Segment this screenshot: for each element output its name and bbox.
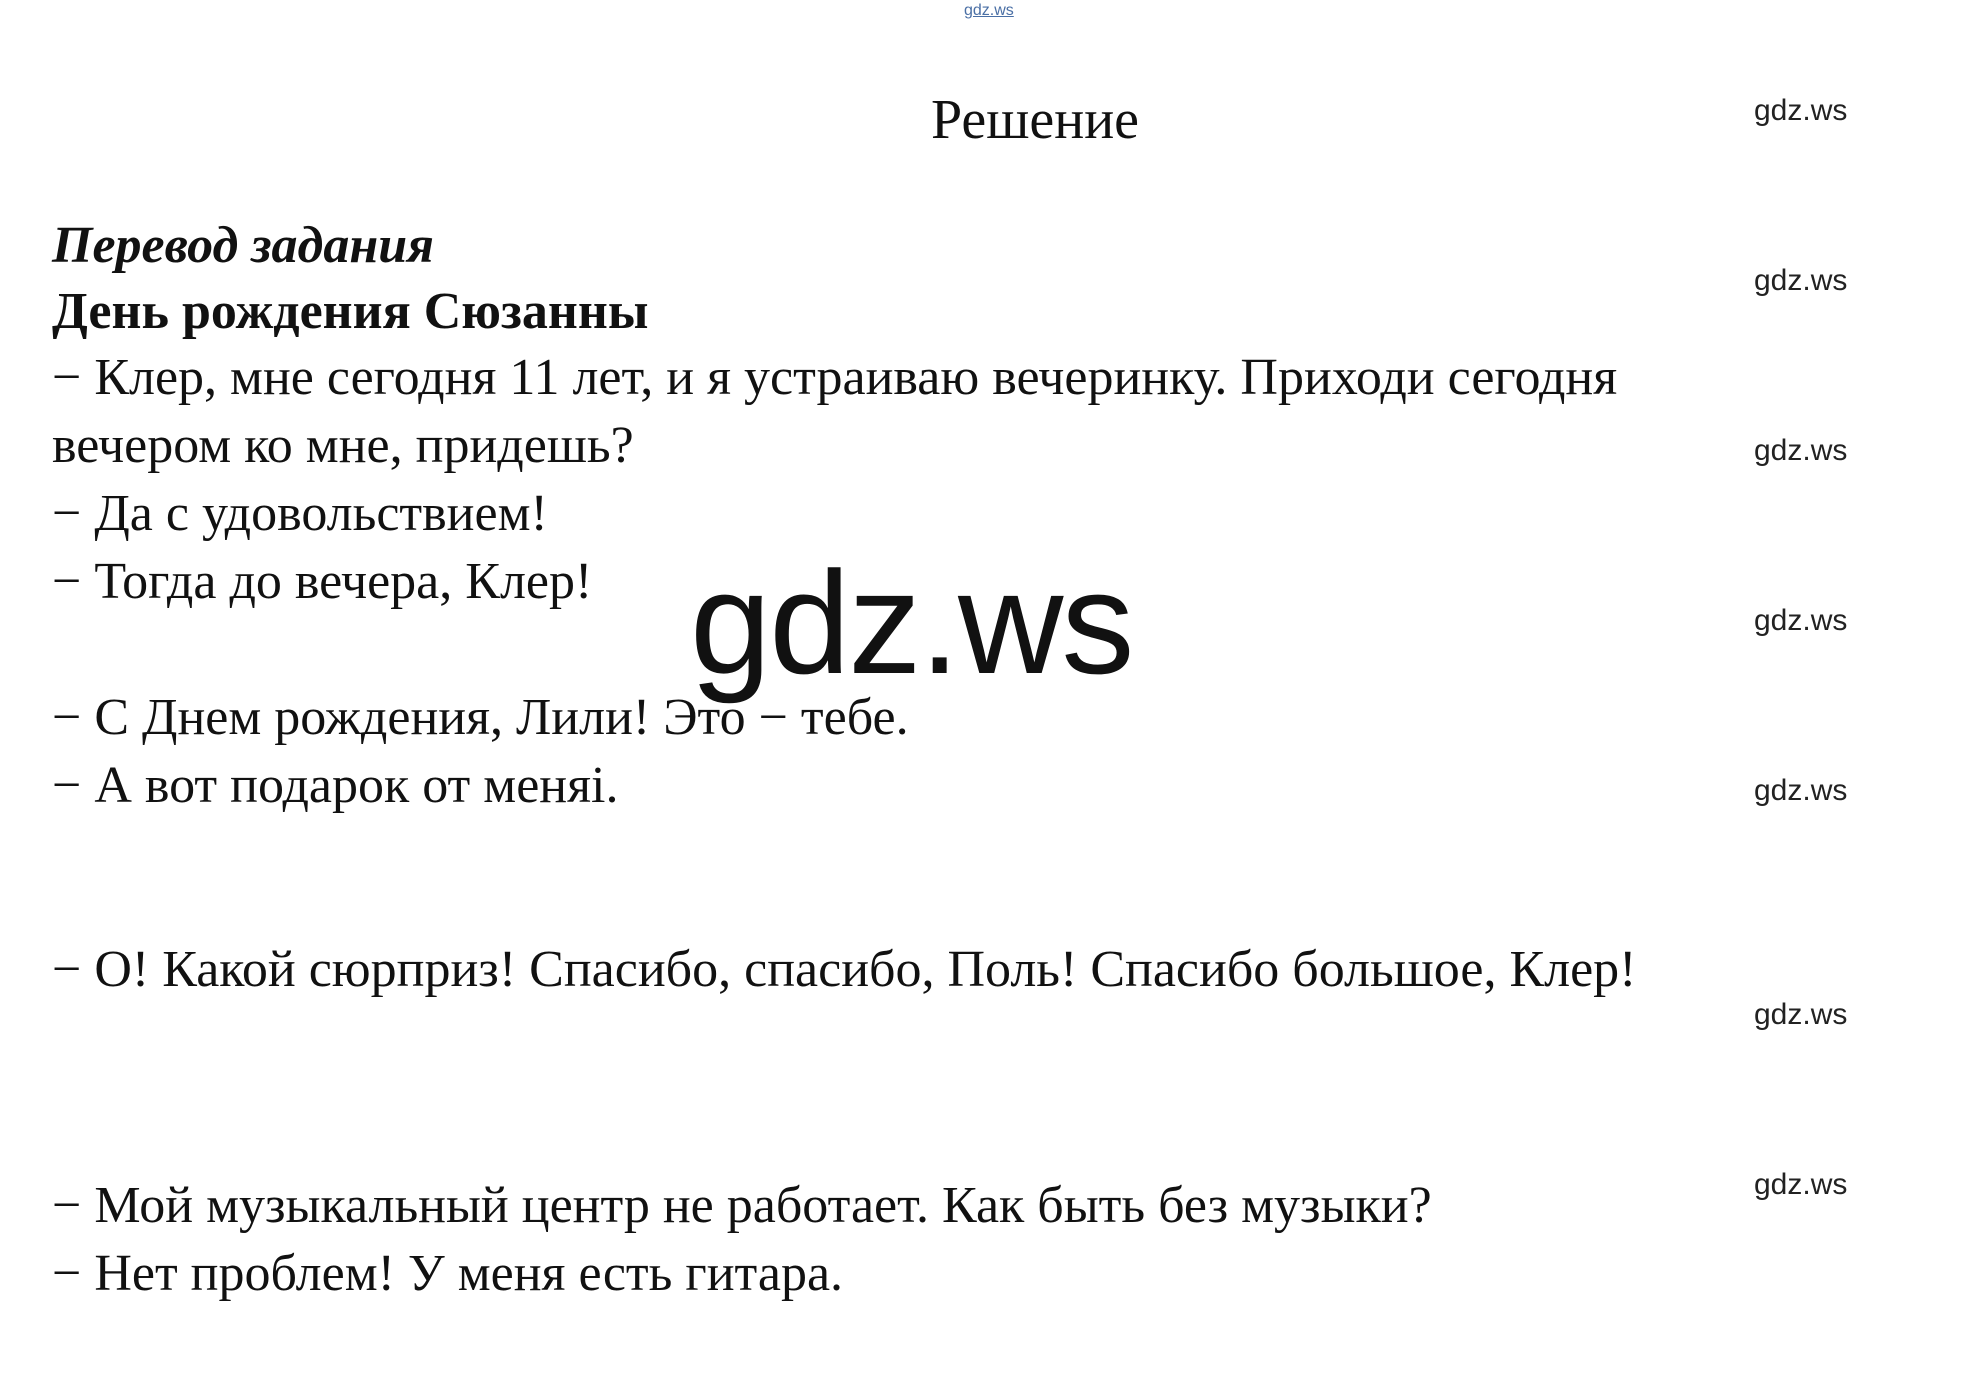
dialogue-line: вечером ко мне, придешь? — [52, 417, 634, 474]
dialogue-line: − А вот подарок от меняі. — [52, 757, 619, 814]
section-heading: Перевод задания — [52, 217, 434, 274]
dialogue-line: − Мой музыкальный центр не работает. Как быть без музыки? — [52, 1177, 1432, 1234]
large-watermark: gdz.ws — [690, 541, 1133, 704]
side-watermark: gdz.ws — [1754, 94, 1848, 127]
side-watermark: gdz.ws — [1754, 998, 1848, 1031]
text-title: День рождения Сюзанны — [52, 283, 649, 340]
dialogue-line: − Да с удовольствием! — [52, 485, 548, 542]
dialogue-line: − С Днем рождения, Лили! Это − тебе. — [52, 689, 909, 746]
top-watermark: gdz.ws — [964, 2, 1014, 19]
side-watermark: gdz.ws — [1754, 264, 1848, 297]
dialogue-line: − Нет проблем! У меня есть гитара. — [52, 1245, 844, 1302]
side-watermark: gdz.ws — [1754, 604, 1848, 637]
dialogue-line: − О! Какой сюрприз! Спасибо, спасибо, Поль! Спасибо большое, Клер! — [52, 941, 1637, 998]
side-watermark: gdz.ws — [1754, 1168, 1848, 1201]
side-watermark: gdz.ws — [1754, 434, 1848, 467]
page-title: Решение — [930, 89, 1140, 151]
side-watermark: gdz.ws — [1754, 774, 1848, 807]
dialogue-line: − Тогда до вечера, Клер! — [52, 553, 593, 610]
dialogue-line: − Клер, мне сегодня 11 лет, и я устраиваю вечеринку. Приходи сегодня — [52, 349, 1618, 406]
